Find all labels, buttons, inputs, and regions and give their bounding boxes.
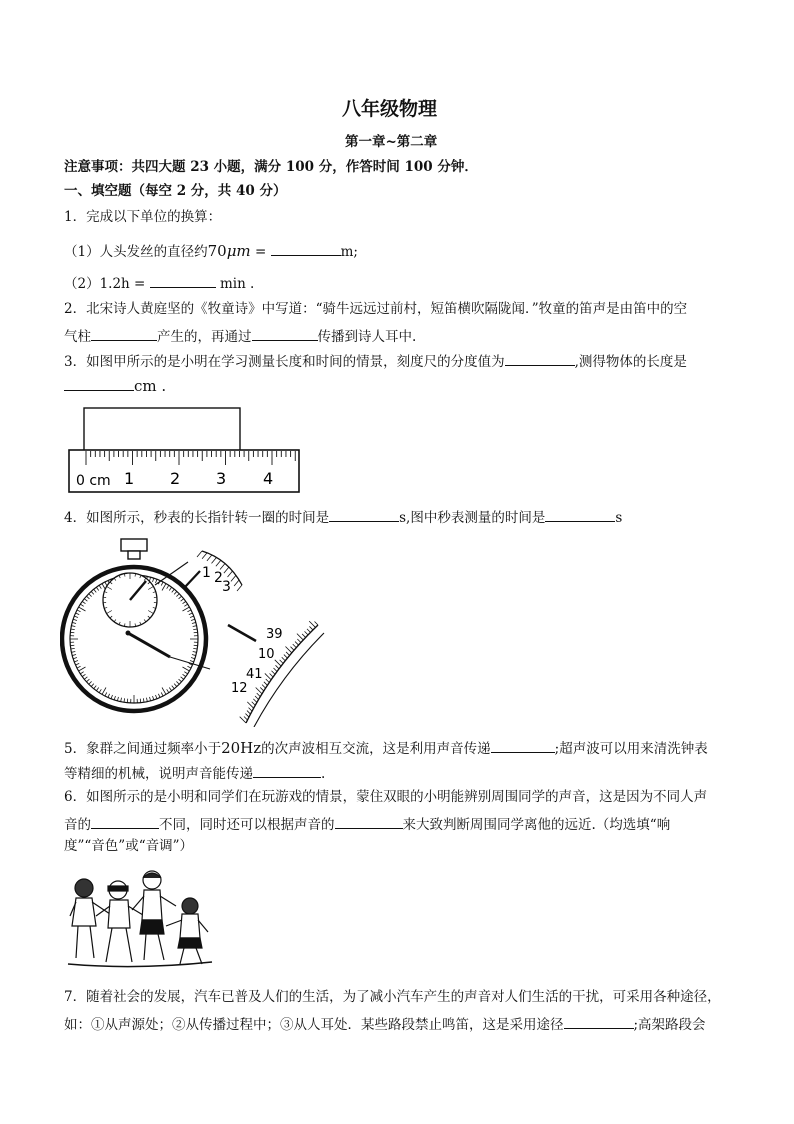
magnified-tick: [197, 551, 202, 557]
question-2-line-2: [64, 326, 416, 345]
magnified-tick: [260, 687, 264, 691]
q5-line2-prefix: 等精细的机械，说明声音能传递: [64, 766, 253, 782]
q1-part1-unit: μm: [226, 242, 251, 260]
question-6-line-3: 度”“音色”或“音调”）: [64, 838, 194, 854]
question-3-line-1: [64, 351, 687, 370]
answer-blank[interactable]: [271, 241, 341, 256]
page-subtitle: 第一章~第二章: [345, 134, 438, 150]
answer-blank[interactable]: [91, 326, 157, 341]
question-2-line-1: 2．北宋诗人黄庭坚的《牧童诗》中写道：“骑牛远远过前村，短笛横吹隔陇闻．”牧童的笛声是由笛中的空: [64, 301, 688, 317]
question-7-line-1: 7．随着社会的发展，汽车已普及人们的生活，为了减小汽车产生的声音对人们生活的干扰，可采用各种途径，: [64, 989, 721, 1005]
child-body: [180, 914, 200, 938]
magnified-tick: [234, 580, 239, 586]
q5-prefix: 5．象群之间通过频率小于: [64, 741, 222, 757]
answer-blank[interactable]: [252, 326, 318, 341]
answer-blank[interactable]: [335, 814, 403, 829]
ruler-label: 0 cm: [76, 473, 111, 489]
magnified-tick: [293, 644, 297, 648]
magnified-tick: [274, 668, 278, 672]
magnified-tick: [309, 626, 313, 630]
q6-middle: 不同，同时还可以根据声音的: [159, 817, 335, 833]
magnified-tick: [224, 567, 229, 573]
question-1-part-2: [64, 273, 254, 292]
q3-middle: ,测得物体的长度是: [574, 354, 687, 370]
ruler-label: 2: [170, 469, 181, 488]
answer-blank[interactable]: [545, 507, 615, 522]
ruler-label: 4: [263, 469, 274, 488]
magnified-inner-label: 39: [266, 627, 283, 642]
question-6-line-2: [64, 814, 670, 833]
magnified-tick: [297, 639, 301, 643]
ruler-label: 1: [124, 469, 135, 488]
question-3-line-2: [64, 376, 166, 395]
magnified-tick: [220, 564, 225, 570]
magnified-tick: [247, 711, 251, 715]
answer-blank[interactable]: [491, 738, 555, 753]
q1-part1-value: 70: [207, 242, 227, 260]
stopwatch-crown: [121, 539, 147, 551]
q1-part2-prefix: （2）1.2h =: [64, 276, 150, 292]
answer-blank[interactable]: [64, 376, 134, 391]
magnified-tick: [266, 679, 270, 683]
magnified-tick: [207, 555, 212, 561]
answer-blank[interactable]: [150, 273, 216, 288]
answer-blank[interactable]: [329, 507, 399, 522]
q4-suffix: s: [615, 510, 623, 526]
magnified-tick: [264, 682, 268, 686]
ruler-label: 3: [216, 469, 227, 488]
section-heading: 一、填空题（每空 2 分，共 40 分）: [64, 183, 287, 199]
stopwatch-figure: [60, 537, 325, 727]
q5-middle: 的次声波相互交流，这是利用声音传递: [261, 741, 491, 757]
magnified-outer-label: 1: [202, 565, 211, 581]
magnified-tick: [262, 685, 266, 689]
magnified-tick: [284, 655, 288, 659]
exam-notice: 注意事项：共四大题 23 小题，满分 100 分，作答时间 100 分钟．: [64, 159, 478, 175]
q2-middle: 产生的，再通过: [157, 329, 252, 345]
magnified-tick: [280, 660, 284, 664]
q5-suffix: ;超声波可以用来清洗钟表: [554, 741, 708, 757]
magnified-tick: [309, 621, 315, 627]
magnified-tick: [302, 634, 306, 638]
magnified-tick: [237, 585, 242, 591]
q6-suffix: 来大致判断周围同学离他的远近.（均选填“响: [402, 817, 671, 833]
magnified-tick: [272, 671, 276, 675]
magnified-tick: [290, 647, 294, 651]
magnified-tick: [307, 629, 311, 633]
magnified-second-needle: [228, 625, 256, 641]
child-body: [142, 890, 162, 920]
magnified-inner-label: 12: [231, 681, 248, 696]
magnified-tick: [253, 699, 257, 703]
magnified-tick: [212, 557, 217, 563]
magnified-tick: [295, 642, 299, 646]
answer-blank[interactable]: [505, 351, 575, 366]
q7-prefix: 如：①从声源处；②从传播过程中；③从人耳处．某些路段禁止鸣笛，这是采用途径: [64, 1017, 564, 1033]
q2-suffix: 传播到诗人耳中.: [317, 329, 417, 345]
answer-blank[interactable]: [91, 814, 159, 829]
magnified-tick: [255, 696, 259, 700]
q4-middle: s,图中秒表测量的时间是: [399, 510, 546, 526]
magnified-tick: [216, 560, 221, 566]
magnified-outer-label: 3: [222, 579, 231, 595]
question-5-line-1: [64, 738, 708, 757]
blindfold: [108, 886, 128, 891]
question-1-stem: 1．完成以下单位的换算：: [64, 209, 222, 225]
question-1-part-1: [64, 241, 358, 260]
child-shorts: [178, 938, 202, 948]
magnified-tick: [257, 693, 261, 697]
magnified-tick: [202, 553, 207, 559]
magnified-tick: [305, 631, 309, 635]
answer-blank[interactable]: [253, 763, 321, 778]
q4-prefix: 4．如图所示，秒表的长指针转一圈的时间是: [64, 510, 330, 526]
magnified-tick: [270, 673, 274, 677]
question-5-line-2: [64, 763, 325, 782]
magnified-tick: [245, 714, 249, 718]
ground-line: [68, 962, 212, 967]
q7-suffix: ;高架路段会: [633, 1017, 706, 1033]
child-head: [75, 879, 93, 897]
magnified-minute-needle: [185, 571, 200, 587]
magnified-tick: [286, 652, 290, 656]
magnified-outer-label: 2: [214, 570, 223, 586]
magnified-inner-label: 41: [246, 667, 263, 682]
child-head: [182, 898, 198, 914]
q1-part1-prefix: （1）人头发丝的直径约: [64, 244, 208, 260]
ruler-figure: [66, 404, 306, 496]
q5-line2-suffix: .: [321, 766, 326, 782]
question-6-line-1: 6．如图所示的是小明和同学们在玩游戏的情景，蒙住双眼的小明能辨别周围同学的声音，这是因为不同人声: [64, 789, 708, 805]
magnified-tick: [244, 717, 248, 721]
magnified-tick: [249, 708, 253, 712]
q6-prefix: 音的: [64, 817, 91, 833]
magnified-inner-label: 10: [258, 647, 275, 662]
answer-blank[interactable]: [564, 1014, 634, 1029]
q1-part1-equals: =: [250, 244, 271, 260]
child-body: [108, 900, 130, 928]
child-shorts: [140, 920, 164, 934]
magnified-tick: [276, 665, 280, 669]
q5-frequency: 20Hz: [221, 739, 262, 757]
measured-block: [84, 408, 240, 452]
magnified-tick: [228, 571, 233, 577]
children-game-illustration: [66, 866, 216, 972]
q2-prefix: 气柱: [64, 329, 91, 345]
question-4: [64, 507, 622, 526]
q1-part2-suffix: min .: [215, 276, 255, 292]
page-title: 八年级物理: [342, 98, 438, 120]
magnified-tick: [252, 702, 256, 706]
q3-prefix: 3．如图甲所示的是小明在学习测量长度和时间的情景，刻度尺的分度值为: [64, 354, 505, 370]
q3-suffix: cm .: [134, 377, 167, 395]
question-7-line-2: [64, 1014, 706, 1033]
magnified-tick: [231, 575, 236, 581]
stopwatch-stem: [128, 551, 140, 559]
hand-pivot: [126, 631, 131, 636]
q1-part1-suffix: m;: [340, 244, 358, 260]
magnified-tick: [282, 657, 286, 661]
magnified-tick: [315, 622, 319, 626]
